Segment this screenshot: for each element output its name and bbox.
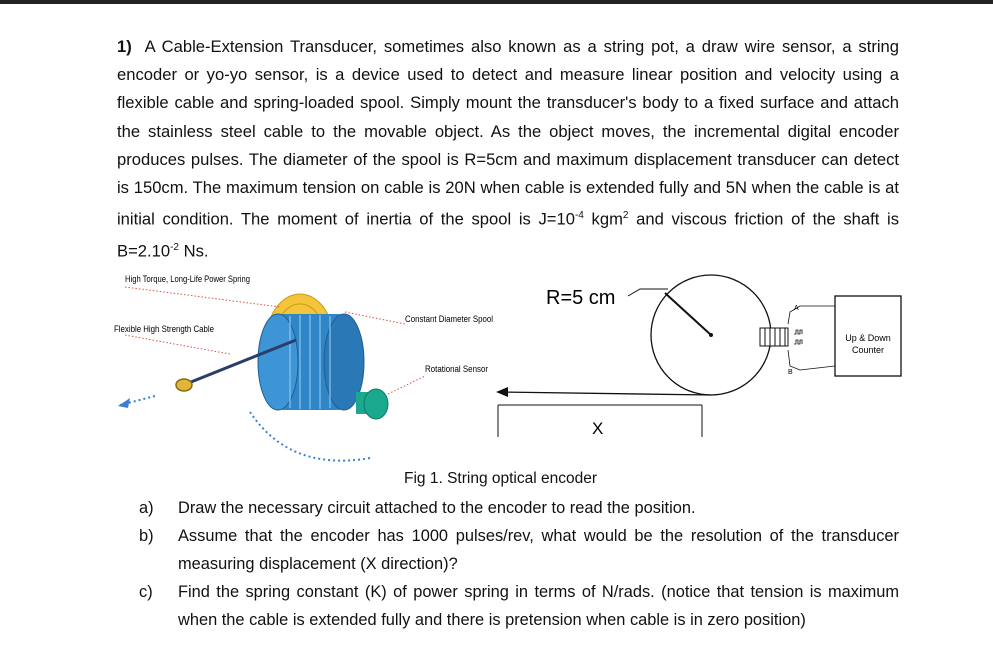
cable-line xyxy=(498,392,711,395)
radius-label: R=5 cm xyxy=(546,287,616,309)
spool-face-left xyxy=(258,314,298,410)
pulse-wave-b xyxy=(794,340,802,344)
figure xyxy=(100,262,920,472)
optical-encoder-disk xyxy=(760,328,788,346)
problem-number: 1) xyxy=(117,37,132,56)
counter-label-line1: Up & Down xyxy=(845,333,891,343)
inertia-exponent: -4 xyxy=(574,210,584,222)
friction-text: and viscous friction of the shaft is B=2.10 xyxy=(117,209,899,261)
problem-statement xyxy=(117,33,899,266)
question-a-label: a) xyxy=(139,499,154,517)
sensor-label: Rotational Sensor xyxy=(425,364,488,374)
spool-label: Constant Diameter Spool xyxy=(405,314,493,324)
channel-b-wire xyxy=(788,350,835,370)
question-a xyxy=(139,494,899,522)
figure-svg xyxy=(100,262,920,472)
friction-unit: Ns. xyxy=(178,241,209,261)
question-a-text: Draw the necessary circuit attached to the encoder to read the position. xyxy=(178,499,696,517)
sensor-pointer xyxy=(388,376,425,394)
encoder-schematic xyxy=(496,275,901,438)
cable-direction-arrowhead xyxy=(118,398,130,408)
radius-line xyxy=(665,293,711,335)
question-b-text: Assume that the encoder has 1000 pulses/rev, what would be the resolution of the transducer measuring displacement (X direction)? xyxy=(178,527,899,574)
unit-exponent: 2 xyxy=(622,210,629,222)
cable-label: Flexible High Strength Cable xyxy=(114,324,214,334)
radius-label-leader xyxy=(628,289,668,296)
channel-a-label: A xyxy=(794,305,799,312)
spring-label: High Torque, Long-Life Power Spring xyxy=(125,274,250,284)
question-c xyxy=(139,578,899,634)
x-label: X xyxy=(592,419,604,438)
rotational-sensor xyxy=(364,389,388,419)
cable-arrowhead xyxy=(496,387,508,397)
problem-text: A Cable-Extension Transducer, sometimes also known as a string pot, a draw wire sensor, a string encoder or yo-yo sensor, is a device used to detect and measure linear position and velocity using a flexible cable and spring-loaded spool. Simply mount the transducer's body to a fixed surface and attach the stainless steel cable to the movable object. As the object moves, the incremental digital encoder produces pulses. The diameter of the spool is R=5cm and maximum displacement transducer can detect is 150cm. The maximum tension on cable is 20N when cable is extended fully and 5N when the cable is at initial condition. The moment of inertia of the spool is J=10 xyxy=(117,37,900,229)
channel-b-label: B xyxy=(788,369,793,376)
top-border xyxy=(0,0,993,4)
figure-caption: Fig 1. String optical encoder xyxy=(404,470,597,487)
counter-label-line2: Counter xyxy=(851,345,885,355)
question-b-label: b) xyxy=(139,527,154,545)
rotation-dotted-arc xyxy=(250,412,370,461)
inertia-unit: kgm xyxy=(583,209,623,229)
cable-pointer xyxy=(125,335,230,354)
spool-center xyxy=(709,333,713,337)
friction-exponent: -2 xyxy=(170,241,179,253)
question-b xyxy=(139,522,899,578)
spring-pointer xyxy=(125,287,280,307)
cable-end-ring xyxy=(176,379,192,391)
pulse-wave-a xyxy=(794,330,802,334)
question-c-label: c) xyxy=(139,583,153,601)
question-c-text: Find the spring constant (K) of power spring in terms of N/rads. (notice that tension is maximum when the cable is extended fully and there is pretension when cable is in zero position) xyxy=(178,583,899,630)
transducer-illustration xyxy=(114,274,493,461)
